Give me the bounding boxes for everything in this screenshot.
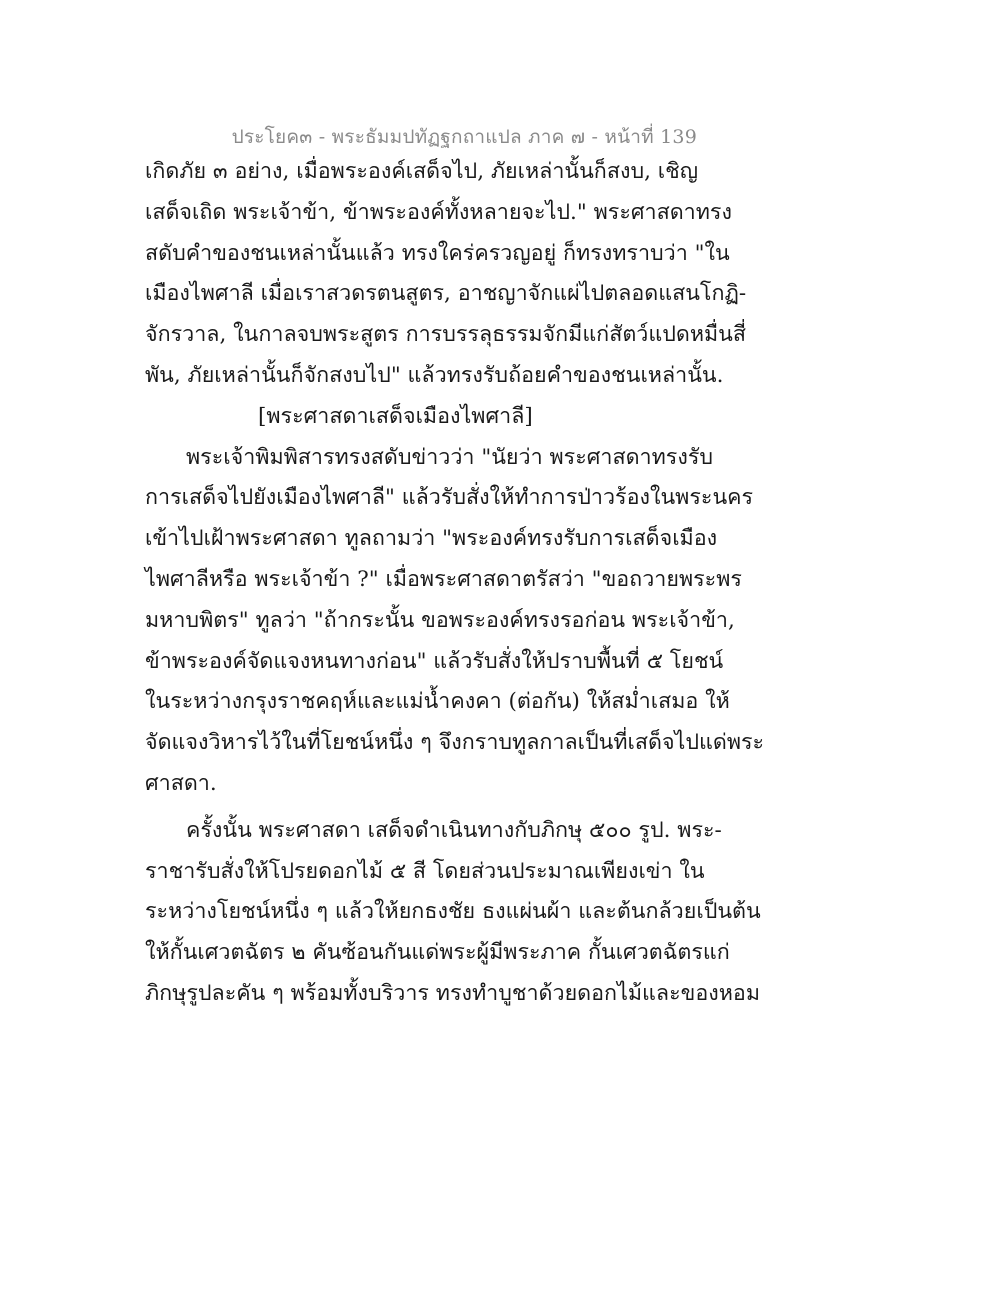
- text-line: ราชารับสั่งให้โปรยดอกไม้ ๕ สี โดยส่วนประมาณเพียงเข่า ใน: [145, 858, 705, 884]
- text-line: เข้าไปเฝ้าพระศาสดา ทูลถามว่า "พระองค์ทรงรับการเสด็จเมือง: [145, 526, 718, 552]
- text-line: มหาบพิตร" ทูลว่า "ถ้ากระนั้น ขอพระองค์ทรงรอก่อน พระเจ้าข้า,: [145, 607, 735, 633]
- running-header: ประโยค๓ - พระธัมมปทัฏฐกถาแปล ภาค ๗ - หน้าที่ 139: [231, 126, 697, 148]
- text-line: เมืองไพศาลี เมื่อเราสวดรตนสูตร, อาชญาจักแผ่ไปตลอดแสนโกฏิ-: [145, 281, 747, 307]
- body-text: [145, 152, 765, 1015]
- text-line: ครั้งนั้น พระศาสดา เสด็จดำเนินทางกับภิกษุ ๕๐๐ รูป. พระ-: [186, 817, 722, 843]
- text-line: สดับคำของชนเหล่านั้นแล้ว ทรงใคร่ครวญอยู่ ก็ทรงทราบว่า "ใน: [145, 240, 730, 266]
- text-line: เสด็จเถิด พระเจ้าข้า, ข้าพระองค์ทั้งหลายจะไป." พระศาสดาทรง: [145, 199, 732, 225]
- text-line: ภิกษุรูปละคัน ๆ พร้อมทั้งบริวาร ทรงทำบูชาด้วยดอกไม้และของหอม: [145, 980, 761, 1006]
- text-line: ศาสดา.: [145, 770, 217, 796]
- paragraph-1: [145, 152, 747, 397]
- paragraph-3: [145, 811, 761, 1015]
- paragraph-2: [145, 438, 765, 805]
- text-line: จัดแจงวิหารไว้ในที่โยชน์หนึ่ง ๆ จึงกราบทูลกาลเป็นที่เสด็จไปแด่พระ: [145, 730, 765, 756]
- text-line: พัน, ภัยเหล่านั้นก็จักสงบไป" แล้วทรงรับถ้อยคำของชนเหล่านั้น.: [145, 362, 724, 388]
- text-line: พระเจ้าพิมพิสารทรงสดับข่าวว่า "นัยว่า พระศาสดาทรงรับ: [186, 444, 714, 470]
- text-line: จักรวาล, ในกาลจบพระสูตร การบรรลุธรรมจักมีแก่สัตว์แปดหมื่นสี่: [145, 322, 746, 348]
- section-subheading: [พระศาสดาเสด็จเมืองไพศาลี]: [258, 403, 533, 429]
- text-line: ระหว่างโยชน์หนึ่ง ๆ แล้วให้ยกธงชัย ธงแผ่นผ้า และต้นกล้วยเป็นต้น: [145, 899, 761, 925]
- text-line: ให้กั้นเศวตฉัตร ๒ คันซ้อนกันแด่พระผู้มีพระภาค กั้นเศวตฉัตรแก่: [145, 940, 730, 966]
- text-line: ไพศาลีหรือ พระเจ้าข้า ?" เมื่อพระศาสดาตรัสว่า "ขอถวายพระพร: [145, 566, 742, 592]
- text-line: ข้าพระองค์จัดแจงหนทางก่อน" แล้วรับสั่งให้ปราบพื้นที่ ๕ โยชน์: [145, 648, 724, 674]
- text-line: ในระหว่างกรุงราชคฤห์และแม่น้ำคงคา (ต่อกัน) ให้สม่ำเสมอ ให้: [145, 689, 730, 715]
- text-line: เกิดภัย ๓ อย่าง, เมื่อพระองค์เสด็จไป, ภัยเหล่านั้นก็สงบ, เชิญ: [145, 159, 699, 184]
- text-line: การเสด็จไปยังเมืองไพศาลี" แล้วรับสั่งให้ทำการป่าวร้องในพระนคร: [145, 485, 754, 511]
